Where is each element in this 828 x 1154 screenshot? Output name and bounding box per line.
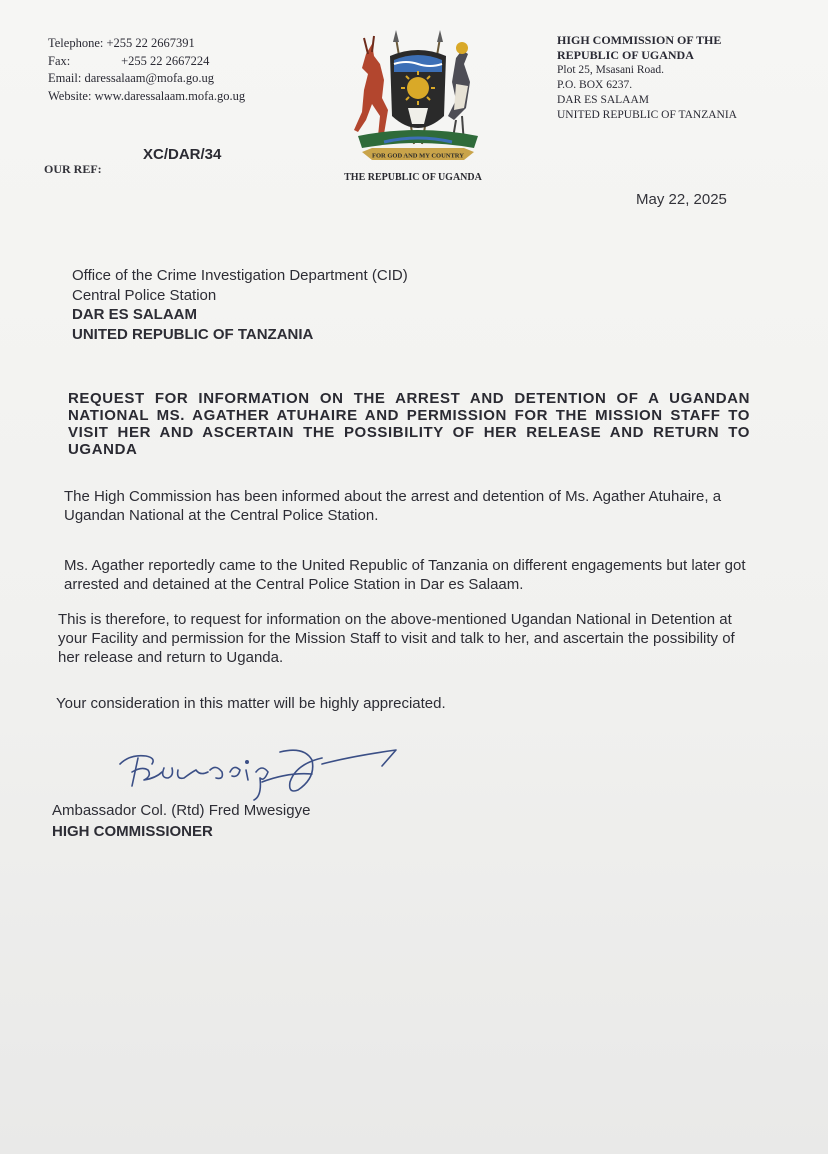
our-ref-label: OUR REF: [44, 162, 102, 176]
addressee-block [72, 266, 408, 344]
mission-line-5: DAR ES SALAAM [557, 94, 650, 106]
email-row [48, 70, 245, 88]
telephone-label: Telephone: [48, 36, 104, 50]
mission-line-1: HIGH COMMISSION OF THE [557, 33, 722, 47]
website-value: www.daressalaam.mofa.go.ug [94, 88, 246, 103]
addressee-line-1: Office of the Crime Investigation Department (CID) [72, 267, 408, 284]
our-ref-value: XC/DAR/34 [143, 146, 222, 163]
addressee-line-4: UNITED REPUBLIC OF TANZANIA [72, 325, 314, 343]
signatory-block [52, 800, 310, 842]
mission-address-block [557, 33, 737, 123]
addressee-line-3: DAR ES SALAAM [72, 306, 198, 323]
website-row [48, 88, 245, 106]
fax-label: Fax: [48, 53, 71, 68]
body-paragraph-4: Your consideration in this matter will be highly appreciated. [56, 695, 446, 712]
signatory-name: Ambassador Col. (Rtd) Fred Mwesigye [52, 802, 311, 819]
contact-block [48, 35, 245, 105]
addressee-line-2: Central Police Station [72, 286, 217, 304]
coat-of-arms-icon [344, 24, 492, 174]
mission-line-2: REPUBLIC OF UGANDA [557, 48, 694, 62]
email-label: Email: [48, 71, 82, 85]
crest-caption: THE REPUBLIC OF UGANDA [344, 172, 482, 183]
body-paragraph-3: This is therefore, to request for information on the above-mentioned Ugandan National in Detention at your Facility and permission for the Mission Staff to visit and talk to her, and ascertain the possibility of her release and return to Uganda. [58, 611, 735, 666]
letter-date: May 22, 2025 [636, 191, 727, 208]
crest-ribbon-text: FOR GOD AND MY COUNTRY [372, 152, 464, 160]
coat-of-arms [344, 24, 492, 174]
body-paragraph-2: Ms. Agather reportedly came to the United Republic of Tanzania on different engagements but later got arrested and detained at the Central Police Station in Dar es Salaam. [64, 557, 746, 593]
handwritten-signature [112, 742, 412, 806]
mission-line-3: Plot 25, Msasani Road. [557, 64, 665, 76]
body-paragraph-1: The High Commission has been informed about the arrest and detention of Ms. Agather Atuhaire, a Ugandan National at the Central Police Station. [64, 488, 722, 524]
telephone-value: +255 22 2667391 [106, 36, 195, 50]
fax-value: +255 22 2667224 [121, 53, 210, 68]
website-label: Website: [48, 88, 92, 103]
mission-line-4: P.O. BOX 6237. [557, 79, 633, 91]
email-value: daressalaam@mofa.go.ug [84, 71, 214, 85]
subject-heading: REQUEST FOR INFORMATION ON THE ARREST AND DETENTION OF A UGANDAN NATIONAL MS. AGATHER ATUHAIRE AND PERMISSION FOR THE MISSION STAFF TO VISIT HER AND ASCERTAIN THE POSSIBILITY OF HER RELEASE AND RETURN TO UGANDA [68, 390, 750, 458]
fax-row [48, 53, 245, 71]
telephone-row [48, 35, 245, 53]
mission-line-6: UNITED REPUBLIC OF TANZANIA [557, 109, 737, 121]
signatory-title: HIGH COMMISSIONER [52, 823, 213, 840]
